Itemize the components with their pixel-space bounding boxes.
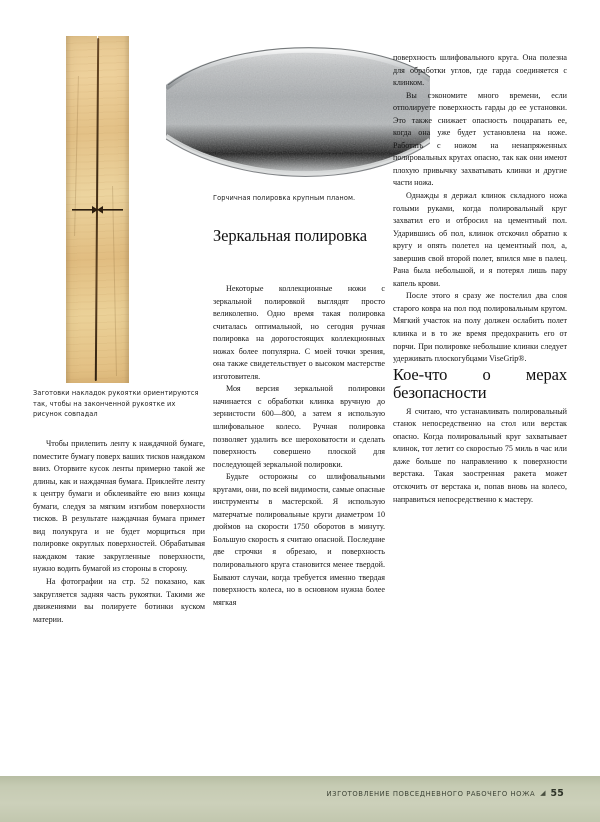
paragraph: Будьте осторожны со шлифовальными кругами, они, по всей видимости, самые опасные инструменты в мастерской. Я использую матерчатые полировальные круги диаметром 10 дюймов на скорости 1750 оборотов в минуту. Большую скорость я считаю опасной. Последние две строчки я обрезаю, и поверхность полировального круга становится менее твердой. Бывают случаи, когда требуется именно твердая поверхность колеса, но в основном нужна более мягкая — [213, 472, 385, 607]
section-heading-mirror-polish-wrap — [213, 227, 389, 249]
blade-photo — [166, 36, 430, 186]
paragraph: Моя версия зеркальной полировки начинается с обработки клинка вручную до зернистости 600—800, а затем я использую шлифовальное колесо. Ручная полировка позволяет удалить все шероховатости и сделать поверхность совершено плоской для последующей зеркальной полировки. — [213, 384, 385, 469]
page-footer-band — [0, 776, 600, 822]
blade-closeup-figure — [166, 36, 430, 186]
paragraph: На фотографии на стр. 52 показано, как закругляется задняя часть рукоятки. Такими же движениями вы полируете ботинки куском материи. — [33, 577, 205, 624]
paragraph: После этого я сразу же постелил два слоя старого ковра на пол под полировальным кругом. Мягкий участок на полу должен ослабить полет клинка и в то же время предохранить его от порчи. При полировке небольшие клинки следует удерживать плоскогубцами ViseGrip®. — [393, 291, 567, 364]
text-column-left — [33, 438, 205, 626]
section-heading-safety: Кое-что о мерах безопасности — [393, 364, 567, 403]
section-heading-mirror-polish: Зеркальная полировка — [213, 226, 368, 245]
figure-caption-handle-blanks: Заготовки накладок рукоятки ориентируются так, чтобы на законченной рукоятке их рисунок совпадал — [33, 389, 199, 419]
paragraph: Некоторые коллекционные ножи с зеркальной полировкой выглядят просто великолепно. Одно время такая полировка считалась оптимальной, но сегодня ручная полировка на дорогостоящих коллекционных ножах более популярна. С моей точки зрения, она также свидетельствует о высоком мастерстве изготовителя. — [213, 284, 385, 381]
handle-blanks-figure — [66, 36, 129, 383]
figure-caption-blade-closeup: Горчичная полировка крупным планом. — [213, 194, 356, 202]
footer-running-title: ИЗГОТОВЛЕНИЕ ПОВСЕДНЕВНОГО РАБОЧЕГО НОЖА — [326, 789, 536, 798]
paragraph: Я считаю, что устанавливать полировальный станок непосредственно на стол или верстак опасно. Когда полировальный круг захватывает клинок, тот летит со скоростью 75 миль в час или даже больше по направлению к поверхности верстака. Такая заостренная ракета может отскочить от верстака и, попав вновь на колесо, направиться непосредственно к мастеру. — [393, 406, 567, 504]
paragraph: Однажды я держал клинок складного ножа голыми руками, когда полировальный круг захватил его и отбросил на цементный пол. Ударившись об пол, клинок отскочил обратно к кругу и опять полетел на цементный пол, а, завершив свой второй полет, впился мне в палец. Рана была небольшой, и я потерял лишь пару капель крови. — [393, 191, 567, 288]
page-number: 55 — [550, 788, 564, 799]
match-arrows-icon — [72, 204, 123, 216]
paragraph: Чтобы прилепить ленту к наждачной бумаге, поместите бумагу поверх ваших тисков наждаком вниз. Оторвите кусок ленты примерно такой же длины, как и наждачная бумага. Приклейте ленту к центру бумаги и обклеивайте ею вниз концы бумаги, следуя за мягким изгибом поверхности тисков. В результате наждачная бумага примет вид полукруга и не будет морщиться при полировке округлых поверхностей. Обрабатывая наждаком такие закругленные поверхности, нужно водить бумагой из стороны в сторону. — [33, 439, 205, 574]
text-column-middle — [213, 283, 385, 609]
footer-ornament-icon: ◢ — [540, 788, 546, 797]
text-column-right — [393, 52, 567, 506]
page-footer — [327, 788, 564, 799]
paragraph: Вы сэкономите много времени, если отполируете поверхность гарды до ее установки. Это также снижает опасность поцарапать ее, когда она уже будет установлена на ноже. Работать с ножом на ненапряженных полировальных кругах опасно, так как они имеют плохую привычку захватывать клинки и другие части ножа. — [393, 90, 567, 188]
paragraph: поверхность шлифовального круга. Она полезна для обработки углов, где гарда соединяется с клинком. — [393, 53, 567, 88]
